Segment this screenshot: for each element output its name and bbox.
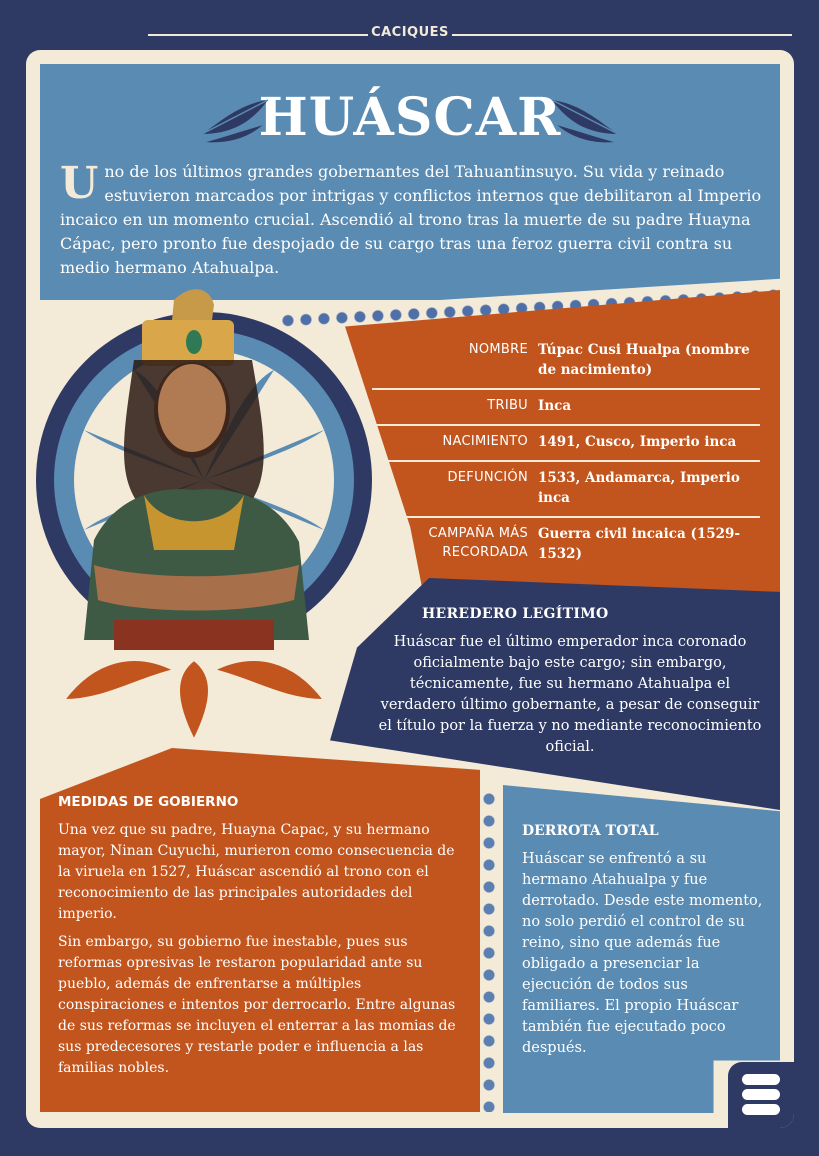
info-value: 1491, Cusco, Imperio inca — [538, 434, 737, 450]
info-label: NOMBRE — [468, 342, 528, 357]
info-label: TRIBU — [487, 398, 528, 413]
info-table — [372, 334, 760, 572]
intro-paragraph — [60, 160, 780, 280]
feather-left-icon — [198, 94, 272, 144]
section-label: CACIQUES — [371, 25, 449, 40]
intro-text: no de los últimos grandes gobernantes del Tahuantinsuyo. Su vida y reinado estuvieron marcados por intrigas y conflictos internos que debilitaron al Imperio incaico en un momento crucial. Ascendió al trono tras la muerte de su padre Huayna Cápac, pero pronto fue despojado de su cargo tras una feroz guerra civil contra su medio hermano Atahualpa. — [60, 162, 762, 277]
info-row-nombre — [372, 334, 760, 390]
info-row-nacimiento — [372, 426, 760, 462]
publisher-logo-icon — [740, 1072, 782, 1118]
derrota-heading: DERROTA TOTAL — [522, 823, 659, 839]
medidas-text — [58, 820, 466, 1079]
feather-right-icon — [548, 94, 622, 144]
info-value: 1533, Andamarca, Imperio inca — [538, 470, 740, 506]
info-label: CAMPAÑA MÁS RECORDADA — [428, 526, 528, 560]
medidas-paragraph-2: Sin embargo, su gobierno fue inestable, pues sus reformas opresivas le restaron popularidad ante su pueblo, además de enfrentarse a múltiples conspiraciones e intentos por derrocarlo. Entre algunas de sus reformas se incluyen el enterrar a las momias de sus predecesores y restarle poder e influencia a las familias nobles. — [58, 934, 456, 1076]
huascar-portrait — [24, 280, 424, 750]
header-rule-right — [452, 34, 792, 36]
derrota-text: Huáscar se enfrentó a su hermano Atahualpa y fue derrotado. Desde este momento, no solo perdió el control de su reino, sino que además fue obligado a presenciar la ejecución de todos sus familiares. El propio Huáscar también fue ejecutado poco después. — [522, 851, 763, 1056]
info-label: NACIMIENTO — [442, 434, 528, 449]
title-block — [40, 86, 780, 150]
info-value: Túpac Cusi Hualpa (nombre de nacimiento) — [538, 342, 750, 378]
decorative-dot-strip — [480, 790, 498, 1112]
heir-text: Huáscar fue el último emperador inca coronado oficialmente bajo este cargo; sin embargo, técnicamente, fue su hermano Atahualpa el verdadero último gobernante, a pesar de conseguir el título por la fuerza y no mediante reconocimiento oficial. — [378, 634, 762, 755]
page-title: HUÁSCAR — [258, 87, 562, 148]
info-value: Guerra civil incaica (1529-1532) — [538, 526, 741, 562]
heir-heading: HEREDERO LEGÍTIMO — [422, 606, 609, 622]
header-rule-left — [148, 34, 368, 36]
info-row-defuncion — [372, 462, 760, 518]
medidas-heading: MEDIDAS DE GOBIERNO — [58, 794, 239, 810]
medidas-paragraph-1: Una vez que su padre, Huayna Capac, y su hermano mayor, Ninan Cuyuchi, murieron como consecuencia de la viruela en 1527, Huáscar ascendió al trono con el reconocimiento de las principales autoridades del imperio. — [58, 822, 455, 922]
info-row-tribu — [372, 390, 760, 426]
info-value: Inca — [538, 398, 572, 414]
publisher-logo — [728, 1062, 794, 1128]
drop-cap: U — [60, 158, 99, 209]
section-header — [0, 22, 819, 46]
info-row-campana — [372, 518, 760, 572]
info-label: DEFUNCIÓN — [447, 470, 528, 485]
